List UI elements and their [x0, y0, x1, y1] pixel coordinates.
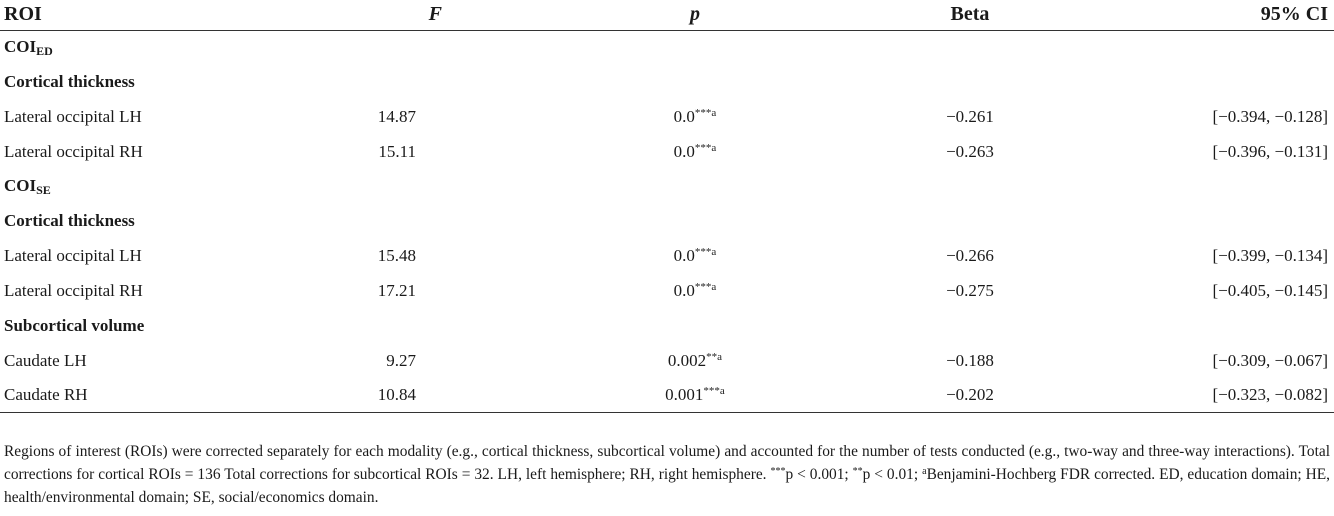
- footnote-text: Regions of interest (ROIs) were corrected separately for each modality (e.g., cortical thickness, subcortical volume) and accounted for the number of tests conducted (e.g., two-way and three-way interactions). Total corrections for cortical ROIs = 136 Total corrections for subcortical ROIs = 32. LH, left hemisphere; RH, right hemisphere.: [4, 443, 1330, 483]
- cell-f: 15.11: [378, 141, 416, 161]
- section-label: Subcortical volume: [4, 315, 145, 335]
- section-main: COI: [4, 175, 37, 195]
- footnote-sup-two-stars: **: [852, 466, 863, 477]
- table-row: [0, 134, 1334, 169]
- table-header-row: [0, 0, 1334, 30]
- cell-f: 9.27: [386, 350, 416, 370]
- footnote-sup-three-stars: ***: [770, 466, 786, 477]
- cell-ci: [−0.394, −0.128]: [1212, 106, 1328, 126]
- p-value: 0.0: [673, 246, 695, 266]
- cell-ci: [−0.323, −0.082]: [1212, 385, 1328, 405]
- cell-roi: Lateral occipital RH: [4, 141, 143, 161]
- cell-ci: [−0.309, −0.067]: [1212, 350, 1328, 370]
- footnote-text: Benjamini-Hochberg FDR corrected. ED, education domain; HE, health/environmental domain; SE, social/economics domain.: [4, 466, 1330, 506]
- cell-p: [532, 239, 804, 274]
- section-subscript: ED: [36, 43, 53, 58]
- cell-ci: [−0.399, −0.134]: [1212, 246, 1328, 266]
- table-footnote: [4, 440, 1330, 509]
- p-value: 0.0: [673, 141, 695, 161]
- cell-f: 17.21: [377, 280, 416, 300]
- cell-f: 15.48: [377, 246, 416, 266]
- section-row-cortical-thickness: [0, 204, 1334, 239]
- cell-ci: [−0.396, −0.131]: [1212, 141, 1328, 161]
- p-significance: **a: [706, 350, 723, 363]
- cell-p: [532, 100, 804, 135]
- p-value: 0.0: [673, 106, 695, 126]
- column-header-roi: ROI: [4, 3, 42, 26]
- cell-beta: −0.202: [946, 385, 994, 405]
- section-row-subcortical-volume: [0, 308, 1334, 343]
- column-header-f: F: [428, 3, 442, 26]
- footnote-sup-a: a: [922, 466, 927, 477]
- cell-roi: Caudate LH: [4, 350, 87, 370]
- section-label: Cortical thickness: [4, 72, 135, 92]
- section-row-coi-se: [0, 169, 1334, 204]
- p-value: 0.0: [673, 280, 695, 300]
- cell-ci: [−0.405, −0.145]: [1212, 280, 1328, 300]
- p-significance: ***a: [694, 141, 717, 154]
- footnote-text: p < 0.001;: [785, 466, 853, 483]
- cell-f: 14.87: [377, 106, 416, 126]
- cell-beta: −0.266: [946, 246, 994, 266]
- column-header-ci: 95% CI: [1260, 3, 1328, 26]
- table-row: [0, 378, 1334, 413]
- section-label-coi-se: [0, 169, 1334, 204]
- cell-roi: Lateral occipital LH: [4, 106, 142, 126]
- section-row-coi-ed: [0, 30, 1334, 65]
- p-value: 0.001: [665, 385, 704, 405]
- footnote-text: p < 0.01;: [862, 466, 923, 483]
- cell-p: [532, 378, 804, 413]
- column-header-p: p: [690, 3, 700, 26]
- cell-p: [532, 134, 804, 169]
- p-significance: ***a: [703, 385, 725, 398]
- p-significance: ***a: [694, 106, 717, 119]
- p-significance: ***a: [694, 246, 717, 259]
- table-row: [0, 100, 1334, 135]
- p-value: 0.002: [667, 350, 707, 370]
- table-row: [0, 239, 1334, 274]
- cell-roi: Caudate RH: [4, 385, 88, 405]
- section-label-coi-ed: [0, 30, 1334, 65]
- table-row: [0, 343, 1334, 378]
- cell-p: [532, 274, 804, 309]
- section-label: Cortical thickness: [4, 211, 135, 231]
- cell-beta: −0.275: [946, 280, 994, 300]
- cell-roi: Lateral occipital RH: [4, 280, 143, 300]
- cell-beta: −0.188: [946, 350, 994, 370]
- cell-f: 10.84: [377, 385, 416, 405]
- table-row: [0, 274, 1334, 309]
- p-significance: ***a: [694, 280, 717, 293]
- cell-roi: Lateral occipital LH: [4, 246, 142, 266]
- column-header-beta: Beta: [950, 3, 990, 26]
- cell-beta: −0.261: [946, 106, 994, 126]
- section-main: COI: [4, 36, 37, 56]
- cell-beta: −0.263: [946, 141, 994, 161]
- cell-p: [532, 343, 804, 378]
- section-subscript: SE: [36, 182, 51, 197]
- section-row-cortical-thickness: [0, 65, 1334, 100]
